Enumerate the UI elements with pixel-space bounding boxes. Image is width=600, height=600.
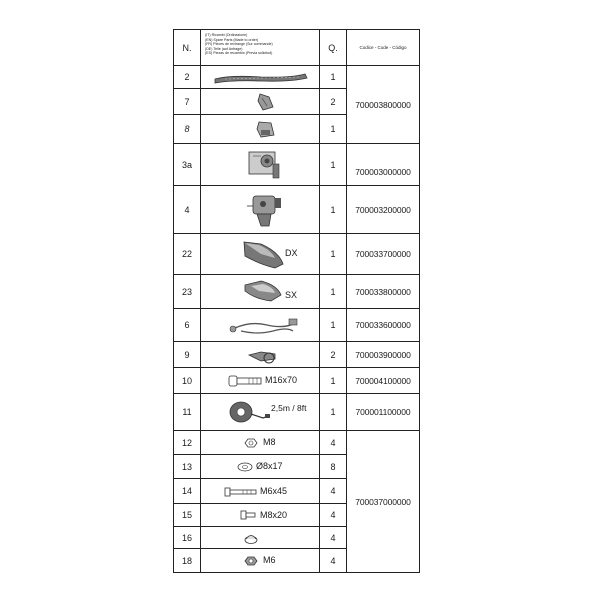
part-image-cell [201,89,320,115]
part-number: 7 [174,89,201,115]
part-number: 12 [174,431,201,455]
cable-key-icon [201,309,320,342]
part-code: 700003200000 [347,186,420,234]
part-code: 700004100000 [347,368,420,394]
part-label: M8 [263,437,276,447]
part-number: 16 [174,527,201,549]
part-label: Ø8x17 [256,461,283,471]
part-quantity: 1 [320,144,347,186]
part-number: 11 [174,394,201,431]
part-number: 15 [174,504,201,527]
long-bolt-icon [201,368,320,394]
part-label: M6x45 [260,486,288,496]
part-image-cell [201,275,320,309]
table-row [174,275,420,309]
part-quantity: 4 [320,549,347,573]
table-row [174,234,420,275]
header-quantity: Q. [320,30,347,66]
part-quantity: 1 [320,234,347,275]
part-number: 13 [174,455,201,479]
part-label: SX [285,290,298,300]
parts-table [173,29,420,573]
part-label: M6 [263,555,276,565]
part-number: 4 [174,186,201,234]
part-image-cell [201,527,320,549]
part-number: 8 [174,115,201,144]
header-desc-line: (DE) Teile (auf Anfrage) [205,46,243,51]
part-image-cell [201,234,320,275]
table-row [174,431,420,455]
part-image-cell [201,504,320,527]
part-image-cell [201,368,320,394]
nut-icon [201,431,320,455]
part-number: 14 [174,479,201,504]
part-quantity: 2 [320,89,347,115]
table-row [174,394,420,431]
part-image-cell [201,431,320,455]
clamp-assembly-icon [201,186,320,234]
part-number: 2 [174,66,201,89]
part-image-cell [201,342,320,368]
header-desc-line: (ES) Piezas de recambio (Previa solicitud) [205,51,273,56]
header-number: N. [174,30,201,66]
part-number: 9 [174,342,201,368]
part-number: 10 [174,368,201,394]
part-image-cell [201,479,320,504]
table-header-row [174,30,420,66]
hex-nut-icon [201,549,320,573]
part-code: 700003800000 [347,66,420,144]
part-label: 2,5m / 8ft [271,403,307,413]
header-desc-line: (IT) Ricambi (Ordinazione) [205,33,248,37]
header-description [201,30,320,66]
table-row [174,368,420,394]
part-code: 700003900000 [347,342,420,368]
part-quantity: 4 [320,479,347,504]
part-code: 700033600000 [347,309,420,342]
part-image-cell [201,115,320,144]
part-image-cell [201,144,320,186]
part-image-cell [201,186,320,234]
cover-right-icon [201,234,320,275]
part-code: 700037000000 [347,431,420,573]
small-clip-icon [201,89,320,115]
part-quantity: 2 [320,342,347,368]
part-number: 22 [174,234,201,275]
part-image-cell [201,309,320,342]
part-label: DX [285,248,298,258]
cap-block-icon [201,115,320,144]
part-image-cell [201,549,320,573]
table-row [174,66,420,89]
part-number: 6 [174,309,201,342]
part-quantity: 1 [320,309,347,342]
part-quantity: 4 [320,504,347,527]
header-desc-line: (EN) Spare Parts (Made to order) [205,37,259,42]
part-quantity: 1 [320,394,347,431]
part-code: 700001100000 [347,394,420,431]
cover-left-icon [201,275,320,309]
hook-clip-icon [201,342,320,368]
header-desc-line: (FR) Pièces de rechange (Sur commande) [205,42,273,47]
part-quantity: 8 [320,455,347,479]
part-image-cell [201,66,320,89]
cap-nut-icon [201,527,320,549]
part-label: M8x20 [260,510,288,520]
part-quantity: 1 [320,368,347,394]
part-number: 3a [174,144,201,186]
part-quantity: 1 [320,66,347,89]
part-quantity: 1 [320,186,347,234]
lock-bracket-icon [201,144,320,186]
table-row [174,309,420,342]
part-quantity: 4 [320,431,347,455]
header-code: Codice - Code - Código [347,30,420,66]
part-number: 18 [174,549,201,573]
part-code: 700033800000 [347,275,420,309]
part-code: 700033700000 [347,234,420,275]
part-number: 23 [174,275,201,309]
table-row [174,342,420,368]
part-quantity: 4 [320,527,347,549]
part-label: M16x70 [265,375,298,385]
strap-icon [201,66,320,89]
part-image-cell [201,455,320,479]
table-row [174,144,420,186]
part-quantity: 1 [320,115,347,144]
part-quantity: 1 [320,275,347,309]
part-image-cell [201,394,320,431]
part-code: 700003000000 [347,144,420,186]
table-row [174,186,420,234]
